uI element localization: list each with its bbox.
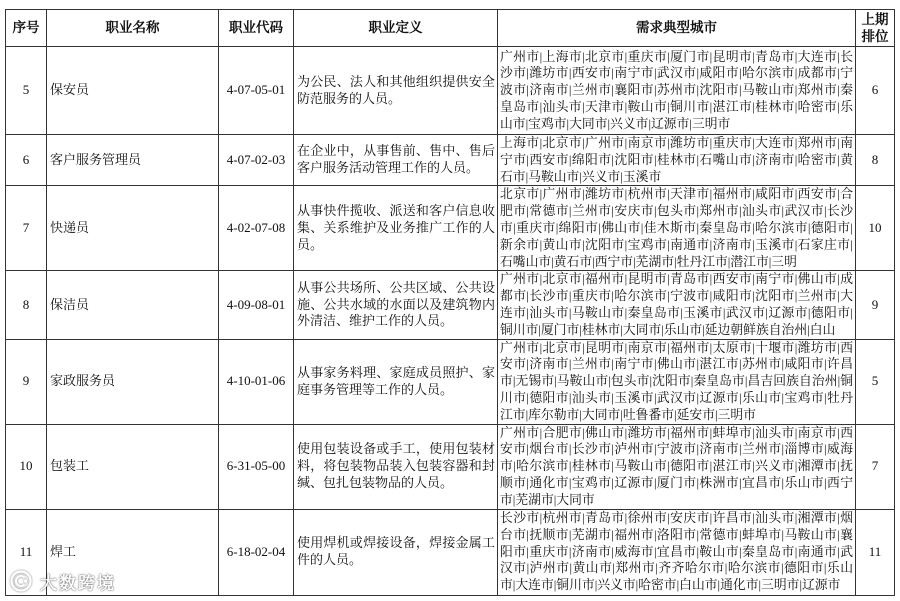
occupation-code: 4-09-08-01 [219,271,294,339]
typical-cities: 广州市|上海市|北京市|重庆市|厦门市|昆明市|青岛市|大连市|长沙市|潍坊市|西安市|南宁市|武汉市|咸阳市|哈尔滨市|成都市|宁波市|济南市|兰州市|襄阳市|苏州市|沈阳市|马鞍山市|郑州市|秦皇岛市|汕头市|天津市|鞍山市|铜川市|湛江市|桂林市|哈密市|乐山市|宝鸡市|大同市|兴义市|辽源市|三明市 [500,49,853,131]
occupation-definition-cell [294,47,498,135]
occupation-definition: 从事家务料理、家庭成员照护、家庭事务管理等工作的人员。 [297,364,495,397]
header-typical-cities: 需求典型城市 [498,10,856,47]
previous-rank: 8 [856,135,895,186]
typical-cities-cell [498,339,856,424]
previous-rank: 5 [856,339,895,424]
table-body [6,47,895,596]
occupation-definition: 从事公共场所、公共区域、公共设施、公共水域的水面以及建筑物内外清洁、维护工作的人员。 [297,279,495,329]
occupation-definition-cell [294,509,498,595]
table-header-row [6,10,895,47]
typical-cities: 长沙市|杭州市|青岛市|徐州市|安庆市|许昌市|汕头市|湘潭市|烟台市|抚顺市|芜湖市|福州市|洛阳市|常德市|蚌埠市|马鞍山市|襄阳市|重庆市|济南市|威海市|宜昌市|鞍山市|秦皇岛市|南通市|武汉市|泸州市|黄山市|郑州市|齐齐哈尔市|哈尔滨市|德阳市|乐山市|大连市|铜川市|兴义市|哈密市|白山市|通化市|三明市|辽源市 [500,511,853,593]
occupation-name: 焊工 [47,509,219,595]
occupation-name: 包装工 [47,424,219,509]
typical-cities-cell [498,47,856,135]
occupation-name: 保安员 [47,47,219,135]
row-index: 9 [6,339,47,424]
occupation-name: 家政服务员 [47,339,219,424]
header-occupation-code: 职业代码 [219,10,294,47]
typical-cities: 广州市|合肥市|佛山市|潍坊市|福州市|蚌埠市|汕头市|南京市|西安市|烟台市|长沙市|泸州市|宁波市|济南市|兰州市|淄博市|威海市|哈尔滨市|桂林市|马鞍山市|德阳市|湛江市|兴义市|湘潭市|抚顺市|通化市|宝鸡市|辽源市|厦门市|株洲市|宜昌市|乐山市|西宁市|芜湖市|大同市 [500,425,853,507]
occupation-definition-cell [294,339,498,424]
occupation-definition: 使用焊机或焊接设备，焊接金属工件的人员。 [297,535,495,568]
occupation-code: 4-10-01-06 [219,339,294,424]
header-occupation-name: 职业名称 [47,10,219,47]
occupation-definition-cell [294,271,498,339]
watermark-text: 大数跨境 [40,573,116,594]
row-index: 6 [6,135,47,186]
occupation-definition: 在企业中，从事售前、售中、售后客户服务活动管理工作的人员。 [297,143,495,176]
occupation-definition-cell [294,186,498,271]
typical-cities-cell [498,271,856,339]
occupation-definition: 从事快件揽收、派送和客户信息收集、关系维护及业务推广工作的人员。 [297,203,495,252]
table-row [6,135,895,186]
table-row [6,47,895,135]
occupation-definition: 使用包装设备或手工，使用包装材料，将包装物品装入包装容器和封缄、包扎包装物品的人员。 [297,441,495,490]
occupation-definition-cell [294,424,498,509]
typical-cities: 北京市|广州市|潍坊市|杭州市|天津市|福州市|咸阳市|西安市|合肥市|常德市|兰州市|安庆市|包头市|郑州市|汕头市|武汉市|长沙市|重庆市|绵阳市|佛山市|佳木斯市|秦皇岛市|哈尔滨市|德阳市|新余市|黄山市|沈阳市|宝鸡市|南通市|济南市|玉溪市|石家庄市|石嘴山市|黄石市|西宁市|芜湖市|牡丹江市|潜江市|三明 [500,187,853,269]
occupation-code: 4-07-02-03 [219,135,294,186]
header-index: 序号 [6,10,47,47]
occupation-code: 4-07-05-01 [219,47,294,135]
occupation-name: 客户服务管理员 [47,135,219,186]
row-index: 10 [6,424,47,509]
typical-cities-cell [498,135,856,186]
row-index: 7 [6,186,47,271]
occupation-table [5,9,895,596]
occupation-name: 快递员 [47,186,219,271]
typical-cities-cell [498,509,856,595]
previous-rank: 7 [856,424,895,509]
header-occupation-definition: 职业定义 [294,10,498,47]
occupation-definition-cell [294,135,498,186]
typical-cities: 广州市|北京市|福州市|昆明市|青岛市|西安市|南宁市|佛山市|成都市|长沙市|重庆市|哈尔滨市|宁波市|咸阳市|沈阳市|兰州市|大连市|汕头市|马鞍山市|秦皇岛市|玉溪市|武汉市|辽源市|德阳市|铜川市|厦门市|桂林市|大同市|乐山市|延边朝鲜族自治州|白山 [500,272,853,337]
header-previous-rank-label: 上期排位 [861,12,889,44]
table-row [6,339,895,424]
row-index: 11 [6,509,47,595]
table-row [6,424,895,509]
typical-cities-cell [498,424,856,509]
typical-cities: 上海市|北京市|广州市|南京市|潍坊市|重庆市|大连市|郑州市|南宁市|西安市|绵阳市|沈阳市|桂林市|石嘴山市|济南市|哈密市|黄石市|马鞍山市|兴义市|玉溪市 [500,136,853,184]
occupation-name: 保洁员 [47,271,219,339]
previous-rank: 6 [856,47,895,135]
occupation-code: 6-31-05-00 [219,424,294,509]
typical-cities: 广州市|北京市|昆明市|南京市|福州市|太原市|十堰市|潍坊市|西安市|济南市|兰州市|南宁市|佛山市|湛江市|苏州市|咸阳市|许昌市|无锡市|马鞍山市|包头市|沈阳市|秦皇岛市|昌吉回族自治州|铜川市|德阳市|汕头市|玉溪市|武汉市|辽源市|乐山市|宝鸡市|牡丹江市|库尔勒市|大同市|吐鲁番市|延安市|三明市 [500,340,853,422]
previous-rank: 9 [856,271,895,339]
previous-rank: 10 [856,186,895,271]
row-index: 8 [6,271,47,339]
typical-cities-cell [498,186,856,271]
table-head [6,10,895,47]
table-row [6,186,895,271]
row-index: 5 [6,47,47,135]
table-row [6,271,895,339]
occupation-code: 6-18-02-04 [219,509,294,595]
previous-rank: 11 [856,509,895,595]
table-row [6,509,895,595]
occupation-definition: 为公民、法人和其他组织提供安全防范服务的人员。 [297,73,495,106]
occupation-code: 4-02-07-08 [219,186,294,271]
header-previous-rank [856,10,895,47]
